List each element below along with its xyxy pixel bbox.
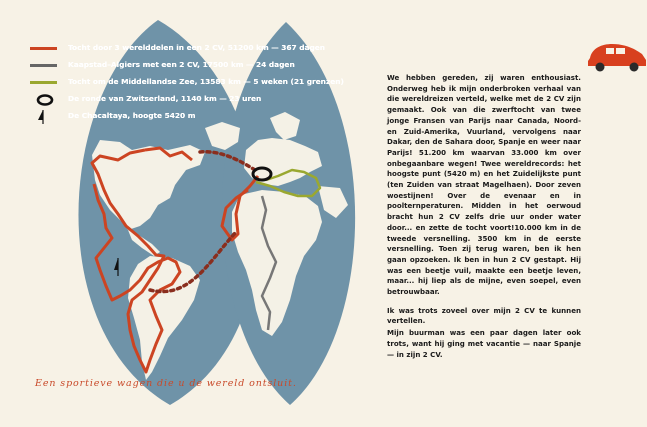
legend-row-green [30,75,360,92]
legend-row-red [30,41,360,58]
legend-row-grey [30,58,360,75]
legend-label: Kaapstad–Algiers met een 2 CV, 17500 km — 24 dagen [68,60,295,69]
paragraph: We hebben gereden, zij waren enthousiast. Onderweg heb ik mijn onderbroken verhaal van die wereldreizen verteld, welke met de 2 CV zijn gemaakt. Ook van die zwerftocht van twee jonge Fransen van Parijs naar Canada, Noord- en Zuid-Amerika, Vuurland, vervolgens naar Dakar, den de Sahara door, Spanje en weer naar Parijs! 51.200 km waarvan 33.000 km over onbegaanbare wegen! Twee wereldrecords: het hoogste punt (5420 m) en het Zuidelijkste punt (ten Zuiden van straat Magelhaen). Door zeven woestijnen! Over de evenaar en in poolternperaturen. Midden in het oerwoud bracht hun 2 CV zelfs drie uur onder water door... en zette de tocht voort!10.000 km in de tweede versnelling. 3500 km in de eerste versnelling. Toen zij terug waren, ben ik hen gaan opzoeken. Ik ben in hun 2 CV gestapt. Hij was een beetje vuil, maakte een beetje leven, maar... hij liep als de mijne, even soepel, even betrouwbaar. [387,73,581,297]
legend-swatch-grey [30,64,57,67]
legend-label: Tocht om de Middellandse Zee, 13583 km — 5 weken (21 grenzen) [68,77,344,86]
route-legend [30,41,360,126]
flag-icon [35,109,49,125]
legend-swatch-green [30,81,57,84]
legend-label: Tocht door 3 werelddelen in een 2 CV, 51200 km — 367 dagen [68,43,326,52]
paragraph: Ik was trots zoveel over mijn 2 CV te kunnen vertellen. [387,305,581,326]
article-text [387,73,581,368]
tagline-caption: Een sportieve wagen die u de wereld ontsluit. [35,378,297,389]
legend-swatch-red [30,47,57,50]
car-icon [588,44,646,72]
ring-icon [35,92,55,106]
legend-label: De ronde van Zwitserland, 1140 km — 23 uren [68,94,262,103]
legend-row-flag [30,109,360,126]
paragraph: Mijn buurman was een paar dagen later ook trots, want hij ging met vacantie — naar Spanje — in zijn 2 CV. [387,328,581,359]
legend-label: De Chacaltaya, hoogte 5420 m [68,111,196,120]
legend-row-ring [30,92,360,109]
